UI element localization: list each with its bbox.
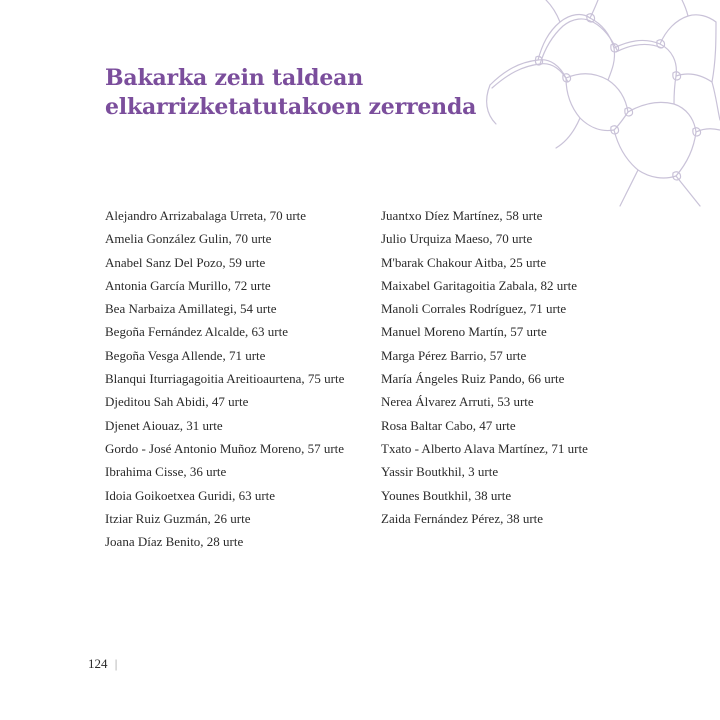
list-item: Amelia González Gulin, 70 urte — [105, 231, 272, 247]
list-item: Rosa Baltar Cabo, 47 urte — [381, 417, 516, 433]
page-title-line-2: elkarrizketatutakoen zerrenda — [105, 94, 477, 120]
list-item: Gordo - José Antonio Muñoz Moreno, 57 urte — [105, 440, 345, 456]
list-item: Itziar Ruiz Guzmán, 26 urte — [105, 510, 251, 526]
list-item: Bea Narbaiza Amillategi, 54 urte — [105, 301, 277, 317]
list-item: Blanqui Iturriagagoitia Areitioaurtena, 75 urte — [105, 371, 345, 387]
footer-separator: | — [114, 656, 118, 671]
list-item: Younes Boutkhil, 38 urte — [381, 487, 512, 503]
list-item: Marga Pérez Barrio, 57 urte — [381, 347, 527, 363]
list-item: Manoli Corrales Rodríguez, 71 urte — [381, 301, 567, 317]
list-item: Ibrahima Cisse, 36 urte — [105, 464, 227, 480]
page-footer — [88, 656, 117, 672]
list-item: Djeditou Sah Abidi, 47 urte — [105, 394, 249, 410]
page-number: 124 — [88, 656, 108, 671]
list-item: Anabel Sanz Del Pozo, 59 urte — [105, 254, 266, 270]
list-item: Djenet Aiouaz, 31 urte — [105, 417, 223, 433]
net-sketch-icon — [470, 0, 720, 215]
list-item: Nerea Álvarez Arruti, 53 urte — [381, 394, 534, 410]
interviewee-list-right — [381, 208, 588, 534]
list-item: Idoia Goikoetxea Guridi, 63 urte — [105, 487, 276, 503]
list-item: María Ángeles Ruiz Pando, 66 urte — [381, 371, 565, 387]
list-item: Juantxo Díez Martínez, 58 urte — [381, 208, 543, 223]
interviewee-list-left — [105, 208, 344, 557]
list-item: Yassir Boutkhil, 3 urte — [381, 464, 499, 480]
list-item: Julio Urquiza Maeso, 70 urte — [381, 231, 533, 247]
list-item: Alejandro Arrizabalaga Urreta, 70 urte — [105, 208, 307, 223]
list-item: Joana Díaz Benito, 28 urte — [105, 534, 244, 550]
page-title — [105, 64, 476, 122]
list-item: Maixabel Garitagoitia Zabala, 82 urte — [381, 277, 578, 293]
list-item: Begoña Fernández Alcalde, 63 urte — [105, 324, 289, 340]
list-item: Antonia García Murillo, 72 urte — [105, 277, 271, 293]
list-item: Manuel Moreno Martín, 57 urte — [381, 324, 547, 340]
list-item: M'barak Chakour Aitba, 25 urte — [381, 254, 547, 270]
list-item: Txato - Alberto Alava Martínez, 71 urte — [381, 440, 588, 456]
page-title-line-1: Bakarka zein taldean — [105, 65, 364, 91]
list-item: Zaida Fernández Pérez, 38 urte — [381, 510, 544, 526]
list-item: Begoña Vesga Allende, 71 urte — [105, 347, 266, 363]
